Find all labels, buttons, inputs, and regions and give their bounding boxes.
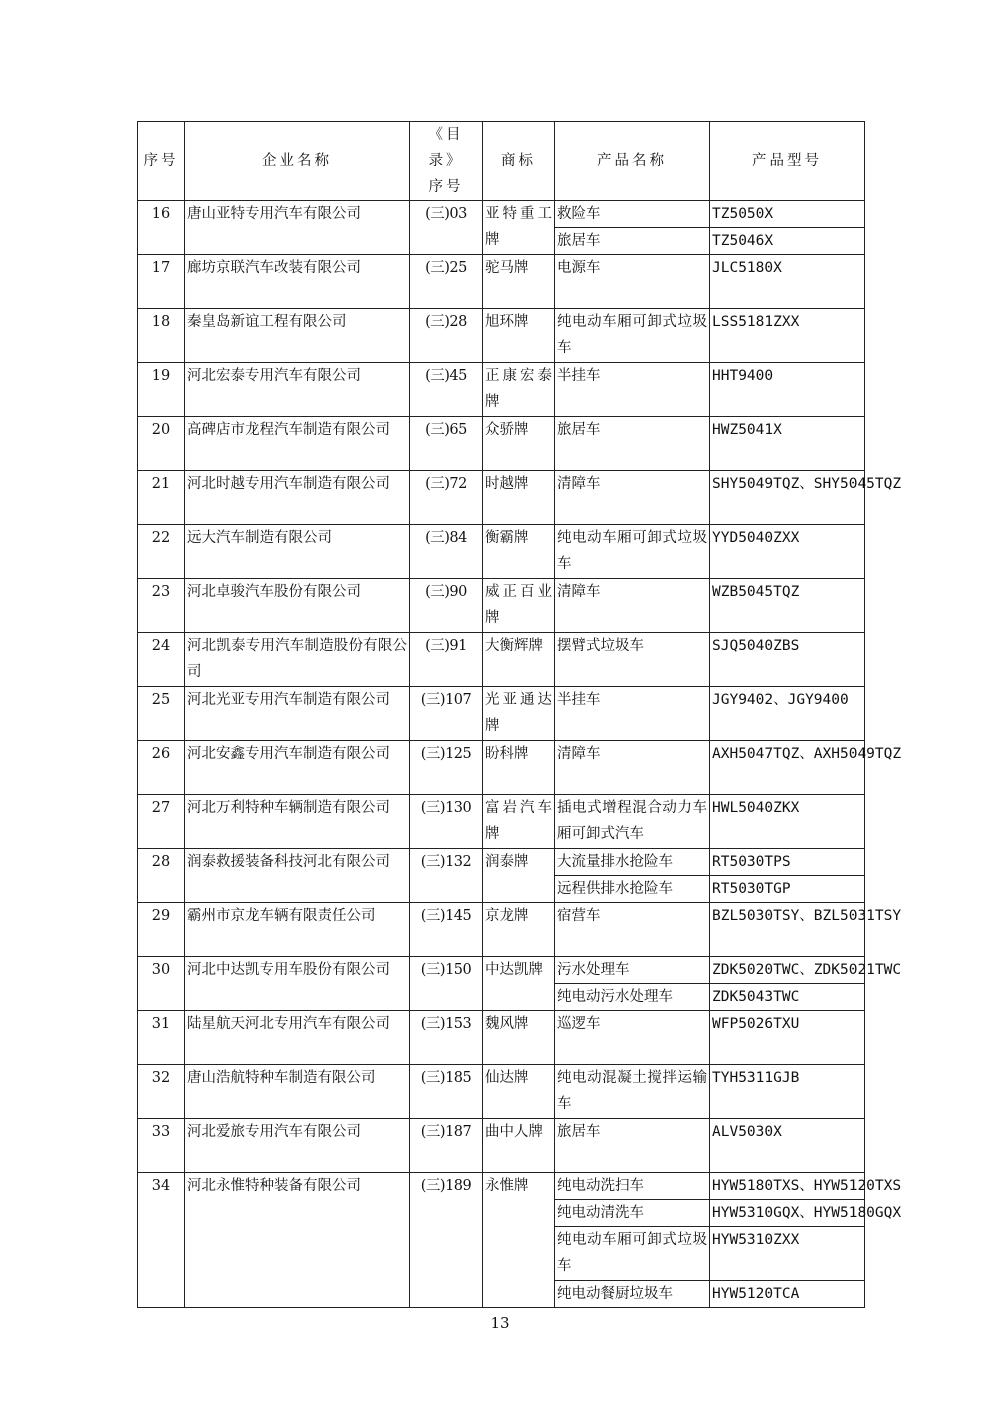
row-company: 河北宏泰专用汽车有限公司 <box>185 363 410 417</box>
table-row <box>138 525 865 579</box>
row-product-name: 污水处理车 <box>555 957 710 984</box>
row-company: 河北凯泰专用汽车制造股份有限公司 <box>185 633 410 687</box>
row-product-name: 电源车 <box>555 255 710 309</box>
row-catalog-no: (三)130 <box>410 795 483 849</box>
row-product-model: RT5030TGP <box>710 876 865 903</box>
vehicle-catalog-table <box>137 121 902 1308</box>
row-product-name: 远程供排水抢险车 <box>555 876 710 903</box>
row-no: 25 <box>138 687 185 741</box>
row-product-model: TYH5311GJB <box>710 1065 865 1119</box>
row-brand: 京龙牌 <box>483 903 555 957</box>
row-no: 18 <box>138 309 185 363</box>
row-company: 霸州市京龙车辆有限责任公司 <box>185 903 410 957</box>
row-company: 唐山亚特专用汽车有限公司 <box>185 201 410 255</box>
row-brand: 永惟牌 <box>483 1173 555 1308</box>
row-product-model: LSS5181ZXX <box>710 309 865 363</box>
header-product-name: 产品名称 <box>555 122 710 201</box>
row-catalog-no: (三)125 <box>410 741 483 795</box>
table-header-row <box>138 122 865 201</box>
row-product-name: 半挂车 <box>555 363 710 417</box>
row-product-name: 纯电动车厢可卸式垃圾车 <box>555 1227 710 1281</box>
row-no: 22 <box>138 525 185 579</box>
row-catalog-no: (三)132 <box>410 849 483 903</box>
row-brand: 富岩汽车牌 <box>483 795 555 849</box>
row-catalog-no: (三)28 <box>410 309 483 363</box>
row-product-model: RT5030TPS <box>710 849 865 876</box>
row-product-model: ZDK5043TWC <box>710 984 865 1011</box>
row-company: 唐山浩航特种车制造有限公司 <box>185 1065 410 1119</box>
row-catalog-no: (三)45 <box>410 363 483 417</box>
row-product-model: SHY5049TQZ、SHY5045TQZ <box>710 471 865 525</box>
row-no: 29 <box>138 903 185 957</box>
row-no: 33 <box>138 1119 185 1173</box>
table-row <box>138 741 865 795</box>
row-catalog-no: (三)25 <box>410 255 483 309</box>
row-company: 河北永惟特种装备有限公司 <box>185 1173 410 1308</box>
row-no: 27 <box>138 795 185 849</box>
row-catalog-no: (三)185 <box>410 1065 483 1119</box>
table-row <box>138 957 865 984</box>
row-product-name: 纯电动车厢可卸式垃圾车 <box>555 525 710 579</box>
row-product-name: 清障车 <box>555 471 710 525</box>
table-row <box>138 1011 865 1065</box>
header-catalog <box>410 122 483 201</box>
row-brand: 仙达牌 <box>483 1065 555 1119</box>
table-row <box>138 1065 865 1119</box>
row-product-model: SJQ5040ZBS <box>710 633 865 687</box>
row-company: 河北卓骏汽车股份有限公司 <box>185 579 410 633</box>
row-product-name: 巡逻车 <box>555 1011 710 1065</box>
page-number: 13 <box>490 1314 510 1332</box>
row-catalog-no: (三)90 <box>410 579 483 633</box>
row-catalog-no: (三)107 <box>410 687 483 741</box>
row-no: 21 <box>138 471 185 525</box>
table-row <box>138 309 865 363</box>
row-company: 润泰救援装备科技河北有限公司 <box>185 849 410 903</box>
row-company: 河北爱旅专用汽车有限公司 <box>185 1119 410 1173</box>
row-product-name: 旅居车 <box>555 417 710 471</box>
row-no: 30 <box>138 957 185 1011</box>
row-product-model: HYW5180TXS、HYW5120TXS <box>710 1173 865 1200</box>
row-product-model: TZ5050X <box>710 201 865 228</box>
row-no: 16 <box>138 201 185 255</box>
row-product-model: BZL5030TSY、BZL5031TSY <box>710 903 865 957</box>
row-no: 17 <box>138 255 185 309</box>
row-company: 河北安鑫专用汽车制造有限公司 <box>185 741 410 795</box>
row-brand: 时越牌 <box>483 471 555 525</box>
row-brand: 衡霸牌 <box>483 525 555 579</box>
row-catalog-no: (三)145 <box>410 903 483 957</box>
row-brand: 正康宏泰牌 <box>483 363 555 417</box>
row-brand: 众骄牌 <box>483 417 555 471</box>
row-product-name: 救险车 <box>555 201 710 228</box>
table-row <box>138 849 865 876</box>
row-brand: 亚特重工牌 <box>483 201 555 255</box>
row-product-name: 半挂车 <box>555 687 710 741</box>
row-no: 20 <box>138 417 185 471</box>
row-catalog-no: (三)187 <box>410 1119 483 1173</box>
row-no: 28 <box>138 849 185 903</box>
header-catalog-line1: 《目录》 <box>428 127 464 169</box>
row-product-name: 清障车 <box>555 741 710 795</box>
table-row <box>138 417 865 471</box>
row-product-name: 宿营车 <box>555 903 710 957</box>
row-company: 河北时越专用汽车制造有限公司 <box>185 471 410 525</box>
row-brand: 旭环牌 <box>483 309 555 363</box>
row-no: 19 <box>138 363 185 417</box>
table-row <box>138 633 865 687</box>
header-no: 序号 <box>138 122 185 201</box>
table-row <box>138 201 865 228</box>
row-catalog-no: (三)84 <box>410 525 483 579</box>
row-catalog-no: (三)65 <box>410 417 483 471</box>
row-product-name: 纯电动餐厨垃圾车 <box>555 1281 710 1308</box>
row-product-model: YYD5040ZXX <box>710 525 865 579</box>
table-row <box>138 1173 865 1200</box>
row-product-model: HYW5310GQX、HYW5180GQX <box>710 1200 865 1227</box>
row-product-name: 纯电动污水处理车 <box>555 984 710 1011</box>
header-company: 企业名称 <box>185 122 410 201</box>
row-company: 陆星航天河北专用汽车有限公司 <box>185 1011 410 1065</box>
row-product-model: JGY9402、JGY9400 <box>710 687 865 741</box>
row-product-name: 纯电动混凝土搅拌运输车 <box>555 1065 710 1119</box>
row-company: 河北万利特种车辆制造有限公司 <box>185 795 410 849</box>
row-catalog-no: (三)72 <box>410 471 483 525</box>
row-no: 34 <box>138 1173 185 1308</box>
row-product-name: 旅居车 <box>555 228 710 255</box>
row-no: 31 <box>138 1011 185 1065</box>
row-brand: 润泰牌 <box>483 849 555 903</box>
row-no: 32 <box>138 1065 185 1119</box>
header-product-model: 产品型号 <box>710 122 865 201</box>
row-product-name: 插电式增程混合动力车厢可卸式汽车 <box>555 795 710 849</box>
header-brand: 商标 <box>483 122 555 201</box>
table-row <box>138 471 865 525</box>
row-product-name: 清障车 <box>555 579 710 633</box>
row-company: 河北光亚专用汽车制造有限公司 <box>185 687 410 741</box>
row-catalog-no: (三)03 <box>410 201 483 255</box>
row-no: 24 <box>138 633 185 687</box>
row-product-model: WZB5045TQZ <box>710 579 865 633</box>
table-row <box>138 579 865 633</box>
row-catalog-no: (三)150 <box>410 957 483 1011</box>
row-brand: 大衡辉牌 <box>483 633 555 687</box>
row-no: 23 <box>138 579 185 633</box>
row-brand: 光亚通达牌 <box>483 687 555 741</box>
row-product-name: 纯电动洗扫车 <box>555 1173 710 1200</box>
table-row <box>138 363 865 417</box>
table-body <box>138 201 902 1308</box>
row-product-model: JLC5180X <box>710 255 865 309</box>
row-product-name: 旅居车 <box>555 1119 710 1173</box>
row-company: 远大汽车制造有限公司 <box>185 525 410 579</box>
row-product-model: WFP5026TXU <box>710 1011 865 1065</box>
row-catalog-no: (三)153 <box>410 1011 483 1065</box>
row-brand: 曲中人牌 <box>483 1119 555 1173</box>
row-product-model: TZ5046X <box>710 228 865 255</box>
row-product-model: HYW5120TCA <box>710 1281 865 1308</box>
table-row <box>138 687 865 741</box>
table-row <box>138 795 865 849</box>
row-product-name: 纯电动清洗车 <box>555 1200 710 1227</box>
row-product-model: HWZ5041X <box>710 417 865 471</box>
row-product-name: 摆臂式垃圾车 <box>555 633 710 687</box>
row-catalog-no: (三)91 <box>410 633 483 687</box>
row-catalog-no: (三)189 <box>410 1173 483 1308</box>
row-brand: 威正百业牌 <box>483 579 555 633</box>
row-product-model: HYW5310ZXX <box>710 1227 865 1281</box>
row-product-model: ZDK5020TWC、ZDK5021TWC <box>710 957 865 984</box>
row-product-name: 大流量排水抢险车 <box>555 849 710 876</box>
row-product-model: HWL5040ZKX <box>710 795 865 849</box>
header-catalog-line2: 序号 <box>428 179 464 195</box>
row-company: 秦皇岛新谊工程有限公司 <box>185 309 410 363</box>
row-brand: 中达凯牌 <box>483 957 555 1011</box>
row-product-model: HHT9400 <box>710 363 865 417</box>
row-company: 河北中达凯专用车股份有限公司 <box>185 957 410 1011</box>
row-product-model: ALV5030X <box>710 1119 865 1173</box>
row-product-model: AXH5047TQZ、AXH5049TQZ <box>710 741 865 795</box>
row-brand: 魏风牌 <box>483 1011 555 1065</box>
row-company: 廊坊京联汽车改装有限公司 <box>185 255 410 309</box>
table-row <box>138 1119 865 1173</box>
row-company: 高碑店市龙程汽车制造有限公司 <box>185 417 410 471</box>
row-product-name: 纯电动车厢可卸式垃圾车 <box>555 309 710 363</box>
table-row <box>138 255 865 309</box>
table-row <box>138 903 865 957</box>
row-brand: 驼马牌 <box>483 255 555 309</box>
row-brand: 盼科牌 <box>483 741 555 795</box>
row-no: 26 <box>138 741 185 795</box>
